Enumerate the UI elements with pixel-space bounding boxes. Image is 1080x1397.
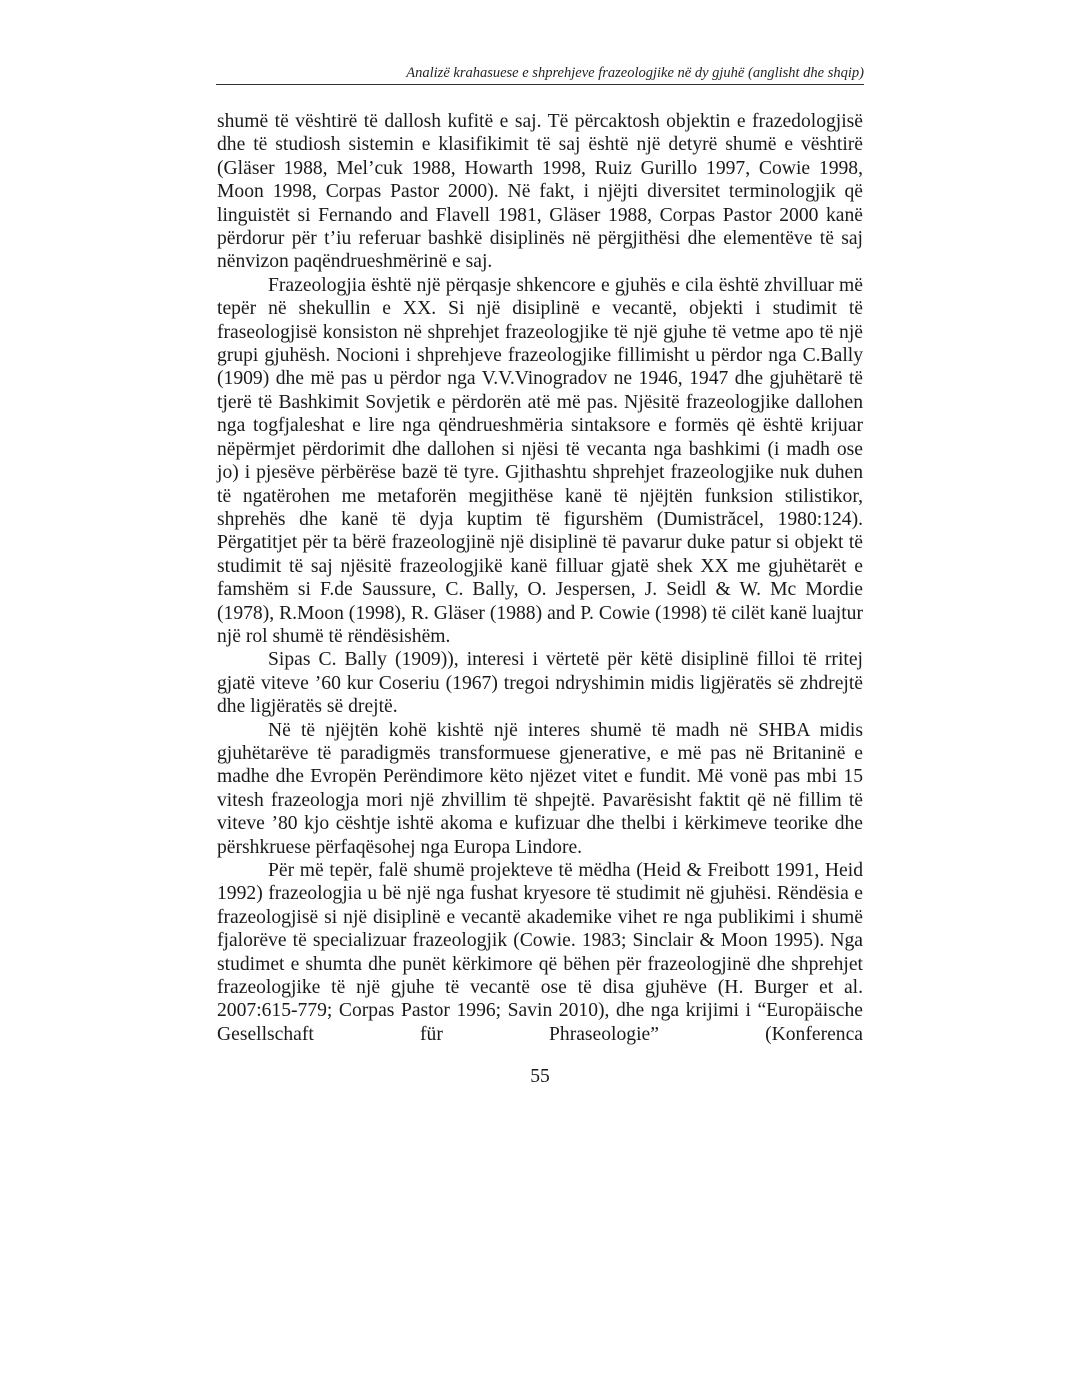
page-number: 55 xyxy=(530,1066,550,1087)
body-text xyxy=(217,110,863,1046)
paragraph-3: Sipas C. Bally (1909)), interesi i vërtetë për këtë disiplinë filloi të rritej gjatë viteve ’60 kur Coseriu (1967) tregoi ndryshimin midis ligjëratës së zhdrejtë dhe ligjëratës së drejtë. xyxy=(217,649,863,718)
paragraph-2: Frazeologjia është një përqasje shkencore e gjuhës e cila është zhvilluar më tepër në shekullin e XX. Si një disiplinë e vecantë, objekti i studimit të fraseologjisë konsiston në shprehjet frazeologjike të një gjuhe të vetme apo të një grupi gjuhësh. Nocioni i shprehjeve frazeologjike fillimisht u përdor nga C.Bally (1909) dhe më pas u përdor nga V.V.Vinogradov ne 1946, 1947 dhe gjuhëtarë të tjerë të Bashkimit Sovjetik e përdorën atë më pas. Njësitë frazeologjike dallohen nga togfjaleshat e lire nga qëndrueshmëria sintaksore e formës që është krijuar nëpërmjet përdorimit dhe dallohen si njësi të vecanta nga bashkimi (i madh ose jo) i pjesëve përbërëse bazë të tyre. Gjithashtu shprehjet frazeologjike nuk duhen të ngatërohen me metaforën megjithëse kanë të njëjtën funksion stilistikor, shprehës dhe kanë të dyja kuptim të figurshëm (Dumistrăcel, 1980:124). Përgatitjet për ta bërë frazeologjinë një disiplinë të pavarur duke patur si objekt të studimit të saj njësitë frazeologjikë kanë filluar gjatë shek XX me gjuhëtarët e famshëm si F.de Saussure, C. Bally, O. Jespersen, J. Seidl & W. Mc Mordie (1978), R.Moon (1998), R. Gläser (1988) and P. Cowie (1998) të cilët kanë luajtur një rol shumë të rëndësishëm. xyxy=(217,274,863,647)
header-rule xyxy=(216,84,864,85)
paragraph-1: shumë të vështirë të dallosh kufitë e saj. Të përcaktosh objektin e frazedologjisë dhe të studiosh sistemin e klasifikimit të saj është një detyrë shumë e vështirë (Gläser 1988, Mel’cuk 1988, Howarth 1998, Ruiz Gurillo 1997, Cowie 1998, Moon 1998, Corpas Pastor 2000). Në fakt, i njëjti diversitet terminologjik që linguistët si Fernando and Flavell 1981, Gläser 1988, Corpas Pastor 2000 kanë përdorur për t’iu referuar bashkë disiplinës në përgjithësi dhe elementëve të saj nënvizon paqëndrueshmërinë e saj. xyxy=(217,111,863,273)
running-header: Analizë krahasuese e shprehjeve frazeologjike në dy gjuhë (anglisht dhe shqip) xyxy=(406,65,864,81)
paragraph-4: Në të njëjtën kohë kishtë një interes shumë të madh në SHBA midis gjuhëtarëve të paradigmës transformuese gjenerative, e më pas në Britaninë e madhe dhe Evropën Perëndimore këto njëzet vitet e fundit. Më vonë pas mbi 15 vitesh frazeologja mori një zhvillim të shpejtë. Pavarësisht faktit që në fillim të viteve ’80 kjo cështje ishtë akoma e kufizuar dhe thelbi i kërkimeve teorike dhe përshkruese përfaqësohej nga Europa Lindore. xyxy=(217,719,863,858)
paragraph-5: Për më tepër, falë shumë projekteve të mëdha (Heid & Freibott 1991, Heid 1992) frazeologjia u bë një nga fushat kryesore të studimit në gjuhësi. Rëndësia e frazeologjisë si një disiplinë e vecantë akademike vihet re nga publikimi i shumë fjalorëve të specializuar frazeologjik (Cowie. 1983; Sinclair & Moon 1995). Nga studimet e shumta dhe punët kërkimore që bëhen për frazeologjinë dhe shprehjet frazeologjike të një gjuhe të vecantë ose të disa gjuhëve (H. Burger et al. 2007:615-779; Corpas Pastor 1996; Savin 2010), dhe nga krijimi i “Europäische Gesellschaft für Phraseologie” (Konferenca xyxy=(217,860,863,1045)
